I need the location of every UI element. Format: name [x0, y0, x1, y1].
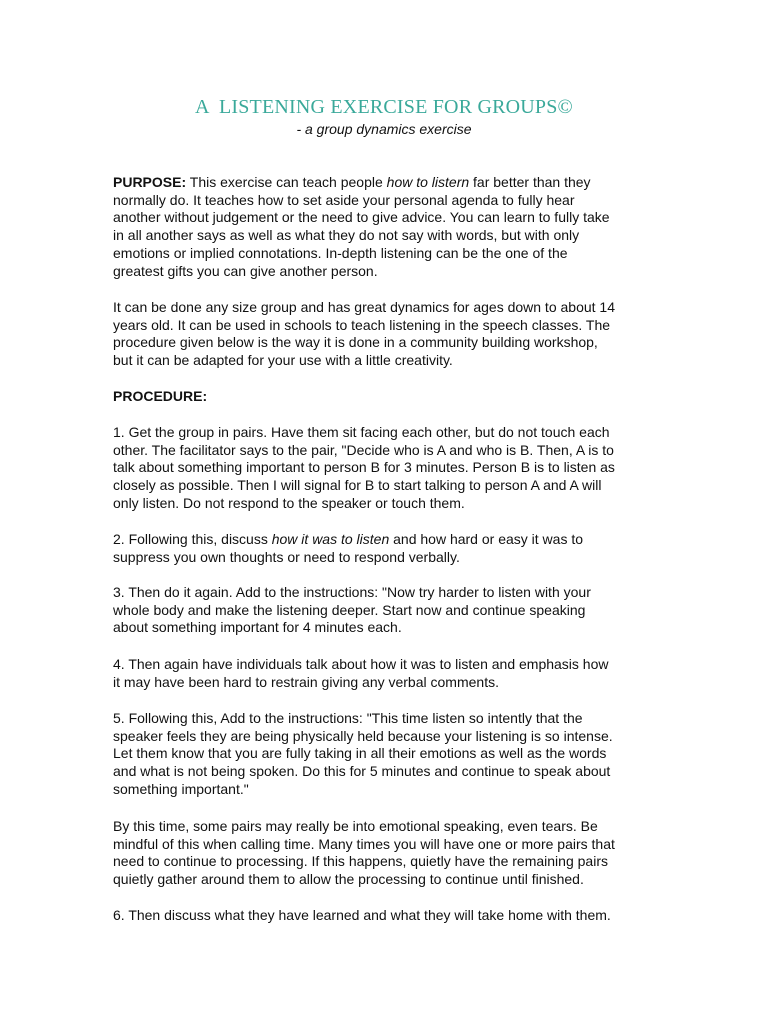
purpose-label: PURPOSE:	[113, 174, 187, 190]
paragraph-line: other. The facilitator says to the pair, "Decide who is A and who is B. Then, A is to	[113, 441, 614, 458]
document-subtitle: - a group dynamics exercise	[296, 121, 472, 137]
paragraph-line: years old. It can be used in schools to teach listening in the speech classes. The	[113, 316, 611, 333]
paragraph-line	[113, 174, 658, 192]
paragraph-line: normally do. It teaches how to set aside your personal agenda to fully hear	[113, 191, 575, 208]
paragraph-line: something important."	[113, 780, 249, 797]
paragraph-line: whole body and make the listening deeper. Start now and continue speaking	[113, 601, 586, 618]
paragraph-line: 4. Then again have individuals talk about how it was to listen and emphasis how	[113, 656, 609, 672]
paragraph-line: about something important for 4 minutes each.	[113, 619, 402, 636]
paragraph-line: 3. Then do it again. Add to the instructions: "Now try harder to listen with your	[113, 584, 591, 600]
step-3	[113, 584, 658, 637]
step-2-text: and how hard or easy it was to	[389, 531, 584, 547]
paragraph-line: in all another says as well as what they do not say with words, but with only	[113, 227, 580, 244]
purpose-text: This exercise can teach people	[186, 174, 387, 190]
paragraph-line: another without judgement or the need to give advice. You can learn to fully take	[113, 209, 610, 226]
purpose-text: far better than they	[469, 174, 591, 190]
note-paragraph	[113, 818, 658, 889]
purpose-paragraph	[113, 174, 658, 280]
paragraph-line	[113, 531, 658, 549]
paragraph-line: need to continue to processing. If this happens, quietly have the remaining pairs	[113, 853, 608, 870]
paragraph-line: procedure given below is the way it is done in a community building workshop,	[113, 334, 598, 351]
step-2	[113, 531, 658, 566]
paragraph-line: 1. Get the group in pairs. Have them sit facing each other, but do not touch each	[113, 424, 610, 440]
purpose-emphasis: how to listern	[386, 174, 470, 190]
step-1	[113, 424, 658, 513]
paragraph-line: closely as possible. Then I will signal for B to start talking to person A and A will	[113, 477, 602, 494]
paragraph-line: Let them know that you are fully taking in all their emotions as well as the words	[113, 745, 607, 762]
paragraph-line: and what is not being spoken. Do this for 5 minutes and continue to speak about	[113, 763, 611, 780]
step-6	[113, 907, 658, 925]
paragraph-line: By this time, some pairs may really be into emotional speaking, even tears. Be	[113, 818, 598, 834]
intro-paragraph	[113, 299, 658, 370]
document-title: A LISTENING EXERCISE FOR GROUPS©	[195, 96, 573, 118]
paragraph-line: suppress you own thoughts or need to respond verbally.	[113, 548, 460, 565]
paragraph-line: quietly gather around them to allow the processing to continue until finished.	[113, 871, 584, 888]
step-4	[113, 656, 658, 691]
step-2-text: 2. Following this, discuss	[113, 531, 272, 547]
paragraph-line: It can be done any size group and has great dynamics for ages down to about 14	[113, 299, 615, 315]
paragraph-line: only listen. Do not respond to the speaker or touch them.	[113, 494, 465, 511]
paragraph-line: 5. Following this, Add to the instructions: "This time listen so intently that the	[113, 710, 583, 726]
paragraph-line: it may have been hard to restrain giving any verbal comments.	[113, 673, 499, 690]
paragraph-line: emotions or implied connotations. In-depth listening can be the one of the	[113, 244, 568, 261]
paragraph-line: but it can be adapted for your use with a little creativity.	[113, 352, 453, 369]
paragraph-line: 6. Then discuss what they have learned and what they will take home with them.	[113, 907, 611, 923]
step-5	[113, 710, 658, 799]
paragraph-line: mindful of this when calling time. Many times you will have one or more pairs that	[113, 835, 615, 852]
paragraph-line: talk about something important to person B for 3 minutes. Person B is to listen as	[113, 459, 615, 476]
step-2-emphasis: how it was to listen	[271, 531, 390, 547]
paragraph-line: greatest gifts you can give another person.	[113, 262, 378, 279]
paragraph-line: speaker feels they are being physically held because your listening is so intense.	[113, 727, 613, 744]
procedure-heading: PROCEDURE:	[113, 388, 208, 404]
